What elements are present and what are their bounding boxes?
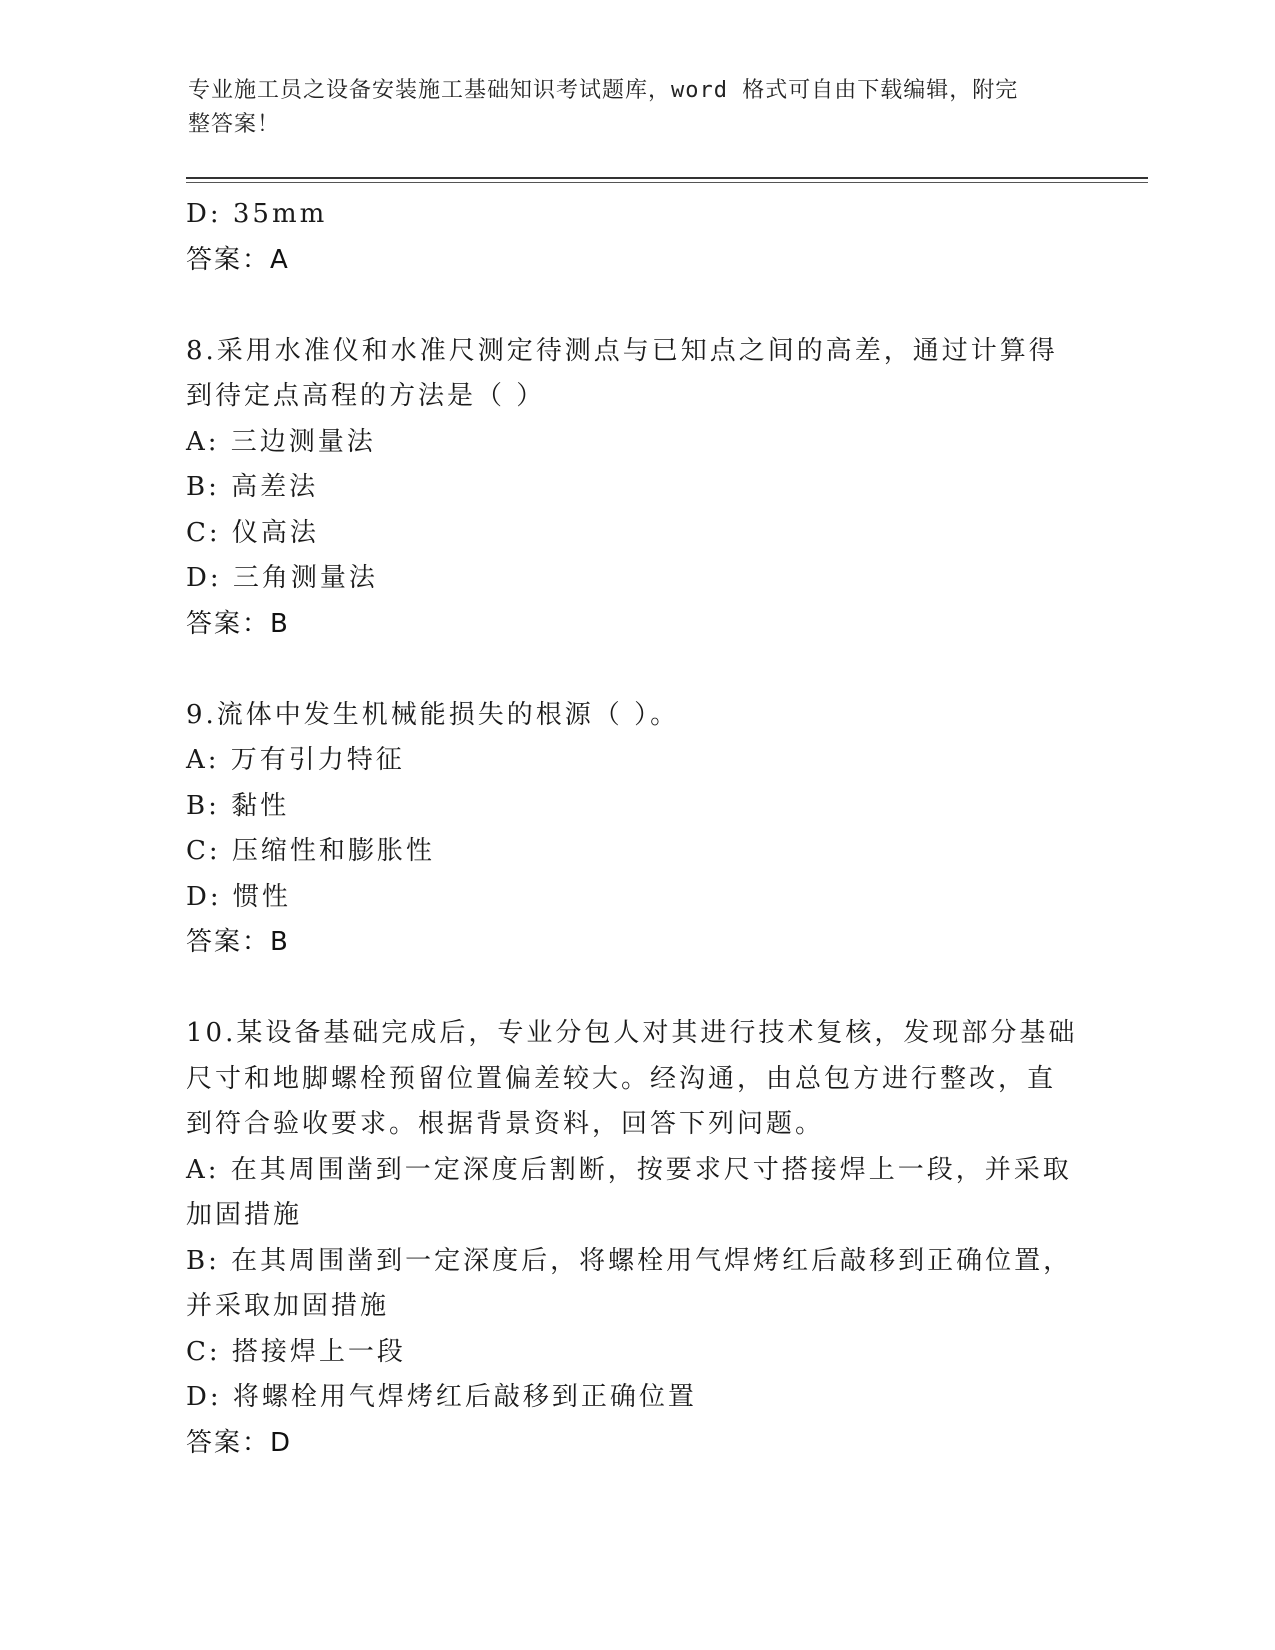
option-a: A: 在其周围凿到一定深度后割断，按要求尺寸搭接焊上一段，并采取	[186, 1154, 1072, 1185]
spacer	[186, 966, 1086, 1012]
previous-question-tail	[186, 192, 1086, 283]
answer-line: 答案：B	[186, 927, 290, 957]
option-c: C: 压缩性和膨胀性	[186, 836, 435, 866]
option-a: A: 三边测量法	[186, 426, 376, 457]
option-b-continued: 并采取加固措施	[186, 1291, 390, 1321]
question-stem-line: 到待定点高程的方法是（ ）	[186, 381, 546, 411]
page-header	[188, 74, 1068, 142]
header-line-2: 整答案！	[188, 112, 281, 137]
option-b: B: 高差法	[186, 472, 319, 502]
option-a: A: 万有引力特征	[186, 745, 405, 775]
option-d: D: 惯性	[186, 881, 291, 912]
question-stem-line: 9.流体中发生机械能损失的根源（ ）。	[186, 699, 680, 730]
header-line-1: 专业施工员之设备安装施工基础知识考试题库，word 格式可自由下载编辑，附完	[188, 78, 1019, 103]
answer-line: 答案：A	[186, 244, 290, 275]
question-stem-line: 8.采用水准仪和水准尺测定待测点与已知点之间的高差，通过计算得	[186, 335, 1058, 366]
option-d: D: 三角测量法	[186, 563, 378, 593]
question-9	[186, 693, 1086, 966]
question-8	[186, 329, 1086, 648]
option-d: D: 35mm	[186, 199, 328, 229]
option-b: B: 在其周围凿到一定深度后，将螺栓用气焊烤红后敲移到正确位置，	[186, 1245, 1073, 1276]
question-stem-line: 到符合验收要求。根据背景资料，回答下列问题。	[186, 1109, 825, 1139]
header-divider-thin	[186, 182, 1148, 183]
question-stem-line: 尺寸和地脚螺栓预留位置偏差较大。经沟通，由总包方进行整改，直	[186, 1063, 1057, 1094]
header-divider-thick	[186, 177, 1148, 179]
spacer	[186, 283, 1086, 329]
document-body	[186, 192, 1086, 1466]
question-stem-line: 10.某设备基础完成后，专业分包人对其进行技术复核，发现部分基础	[186, 1018, 1078, 1048]
option-d: D: 将螺栓用气焊烤红后敲移到正确位置	[186, 1382, 697, 1412]
question-10	[186, 1011, 1086, 1466]
option-a-continued: 加固措施	[186, 1200, 303, 1230]
option-b: B: 黏性	[186, 790, 290, 821]
spacer	[186, 647, 1086, 693]
option-c: C: 搭接焊上一段	[186, 1336, 406, 1367]
answer-line: 答案：D	[186, 1427, 293, 1458]
option-c: C: 仪高法	[186, 517, 319, 548]
answer-line: 答案：B	[186, 608, 290, 639]
